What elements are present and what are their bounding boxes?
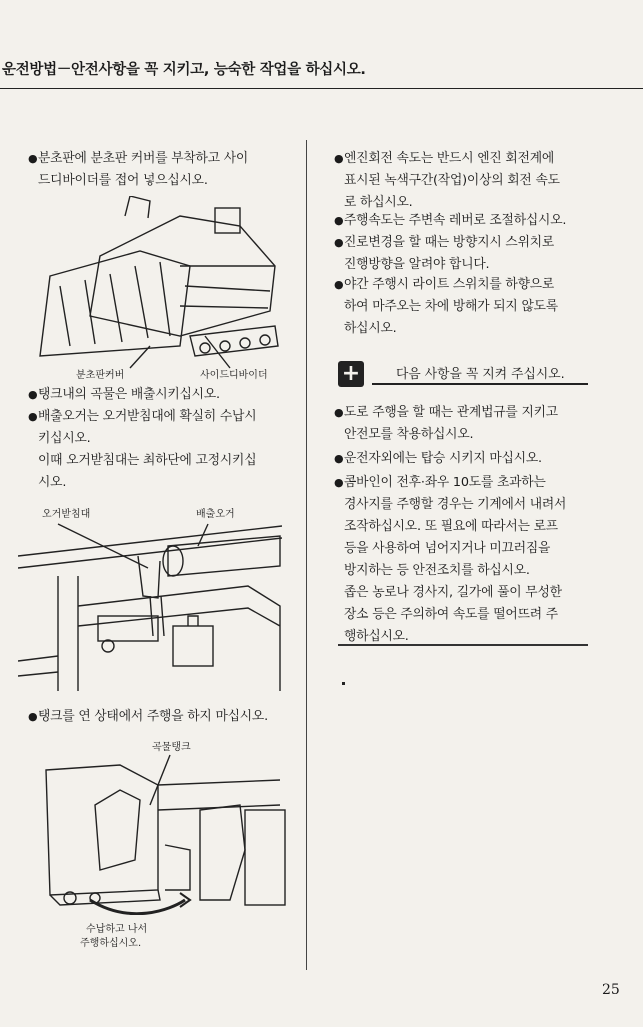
label-stow-line2: 주행하십시오. xyxy=(80,938,142,949)
bullet-dot-icon: ● xyxy=(334,152,344,165)
section-end-rule xyxy=(338,644,588,646)
header-title: 운전방법－안전사항을 꼭 지키고, 능숙한 작업을 하십시오. xyxy=(2,62,366,78)
left-bullet-3: ● 배출오거는 오거받침대에 확실히 수납시 키십시오. 이때 오거받침대는 최하단에 고정시키십 시오. xyxy=(38,406,288,494)
right-bullet-6: ● 운전자외에는 탑승 시키지 마십시오. xyxy=(344,448,594,470)
label-side-divider: 사이드디바이더 xyxy=(200,370,268,381)
stray-mark xyxy=(342,682,345,685)
header-rule xyxy=(0,88,643,89)
right-bullet-1: ● 엔진회전 속도는 반드시 엔진 회전계에 표시된 녹색구간(작업)이상의 회전 속도 로 하십시오. xyxy=(344,148,594,214)
column-divider xyxy=(306,140,307,970)
grain-tank-illustration xyxy=(40,750,290,915)
left-bullet-4: ● 탱크를 연 상태에서 주행을 하지 마십시오. xyxy=(38,706,293,728)
bullet-dot-icon: ● xyxy=(334,452,344,465)
label-divider-cover: 분초판커버 xyxy=(76,370,125,381)
discharge-auger-illustration xyxy=(18,516,282,691)
safety-cross-icon: + xyxy=(338,361,364,387)
label-auger-support: 오거받침대 xyxy=(42,509,91,520)
bullet-dot-icon: ● xyxy=(334,476,344,489)
left-bullet-2: ● 탱크내의 곡물은 배출시키십시오. xyxy=(38,384,288,406)
safety-note-title: 다음 사항을 꼭 지켜 주십시오. xyxy=(396,367,565,382)
label-discharge-auger: 배출오거 xyxy=(196,509,235,520)
right-bullet-5: ● 도로 주행을 할 때는 관계법규를 지키고 안전모를 착용하십시오. xyxy=(344,402,594,446)
label-grain-tank: 곡물탱크 xyxy=(152,742,191,753)
combine-header-illustration xyxy=(30,196,290,376)
safety-note-rule xyxy=(372,383,588,385)
safety-note-header xyxy=(338,357,588,391)
bullet-dot-icon: ● xyxy=(334,278,344,291)
right-bullet-4: ● 야간 주행시 라이트 스위치를 하향으로 하여 마주오는 차에 방해가 되지 않도록 하십시오. xyxy=(344,274,594,340)
left-bullet-1: ● 분초판에 분초판 커버를 부착하고 사이 드디바이더를 접어 넣으십시오. xyxy=(38,148,288,192)
right-bullet-7: ● 콤바인이 전후·좌우 10도를 초과하는 경사지를 주행할 경우는 기계에서 내려서 조작하십시오. 또 필요에 따라서는 로프 등을 사용하여 넘어지거나 미끄러짐을 방지하는 등 안전조치를 하십시오. 좁은 농로나 경사지, 길가에 풀이 무성한 장소 등은 주의하여 속도를 떨어뜨려 주 행하십시오. xyxy=(344,472,594,648)
bullet-dot-icon: ● xyxy=(28,410,38,423)
bullet-dot-icon: ● xyxy=(28,388,38,401)
page-header xyxy=(0,50,643,90)
bullet-dot-icon: ● xyxy=(334,214,344,227)
bullet-dot-icon: ● xyxy=(28,152,38,165)
bullet-dot-icon: ● xyxy=(28,710,38,723)
right-bullet-2: ● 주행속도는 주변속 레버로 조절하십시오. xyxy=(344,210,594,232)
bullet-dot-icon: ● xyxy=(334,236,344,249)
right-bullet-3: ● 진로변경을 할 때는 방향지시 스위치로 진행방향을 알려야 합니다. xyxy=(344,232,594,276)
bullet-dot-icon: ● xyxy=(334,406,344,419)
page-number: 25 xyxy=(602,982,620,998)
label-stow-line1: 수납하고 나서 xyxy=(86,924,148,935)
